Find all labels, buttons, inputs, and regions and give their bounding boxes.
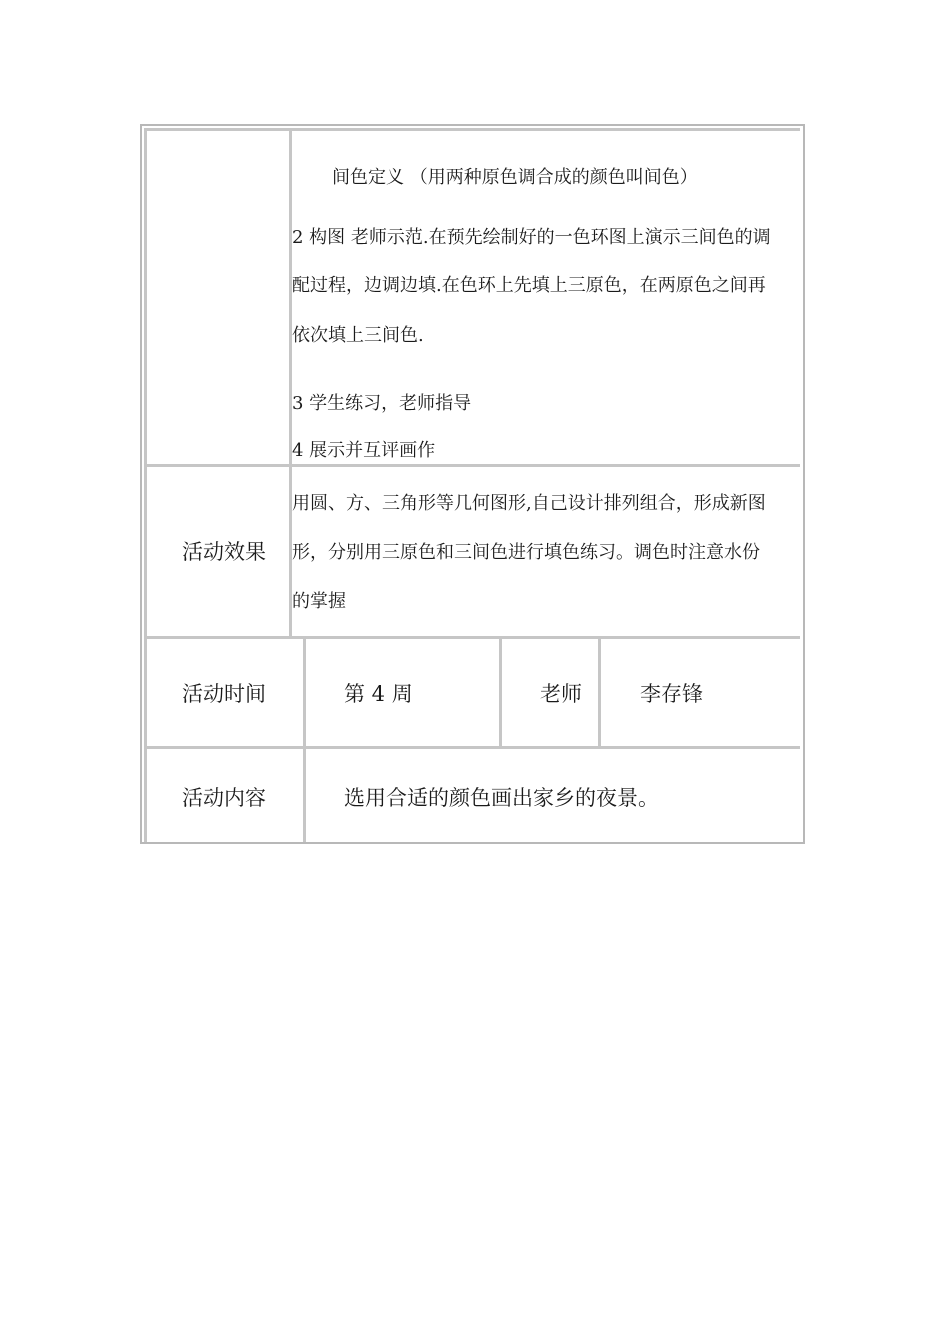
activity-content-text: 选用合适的颜色画出家乡的夜景。 [344,786,659,810]
activity-effect-label: 活动效果 [182,540,266,564]
color-definition-text: 间色定义 （用两种原色调合成的颜色叫间色） [332,167,698,188]
step4-text: 4 展示并互评画作 [292,440,436,461]
activity-time-label: 活动时间 [182,682,266,706]
divider-col3 [598,638,601,748]
step2-line3: 依次填上三间色. [292,325,424,346]
teacher-label: 老师 [540,682,582,706]
step2-line1: 2 构图 老师示范.在预先绘制好的一色环图上演示三间色的调 [292,227,771,248]
activity-content-label: 活动内容 [182,786,266,810]
divider-col1-bottom [303,638,306,842]
divider-row2-bottom [146,636,800,639]
divider-top-inner [146,128,800,131]
week-value: 第 4 周 [344,682,413,706]
divider-col2 [499,638,502,748]
activity-effect-line3: 的掌握 [292,591,346,612]
step3-text: 3 学生练习，老师指导 [292,393,472,414]
step2-line2: 配过程，边调边填.在色环上先填上三原色，在两原色之间再 [292,275,766,296]
activity-effect-line2: 形，分别用三原色和三间色进行填色练习。调色时注意水份 [292,542,760,563]
divider-row1-bottom [146,464,800,467]
teacher-name: 李存锋 [640,682,703,706]
divider-row3-bottom [146,746,800,749]
activity-effect-line1: 用圆、方、三角形等几何图形,自己设计排列组合，形成新图 [292,493,766,514]
divider-left-inner [144,128,147,842]
